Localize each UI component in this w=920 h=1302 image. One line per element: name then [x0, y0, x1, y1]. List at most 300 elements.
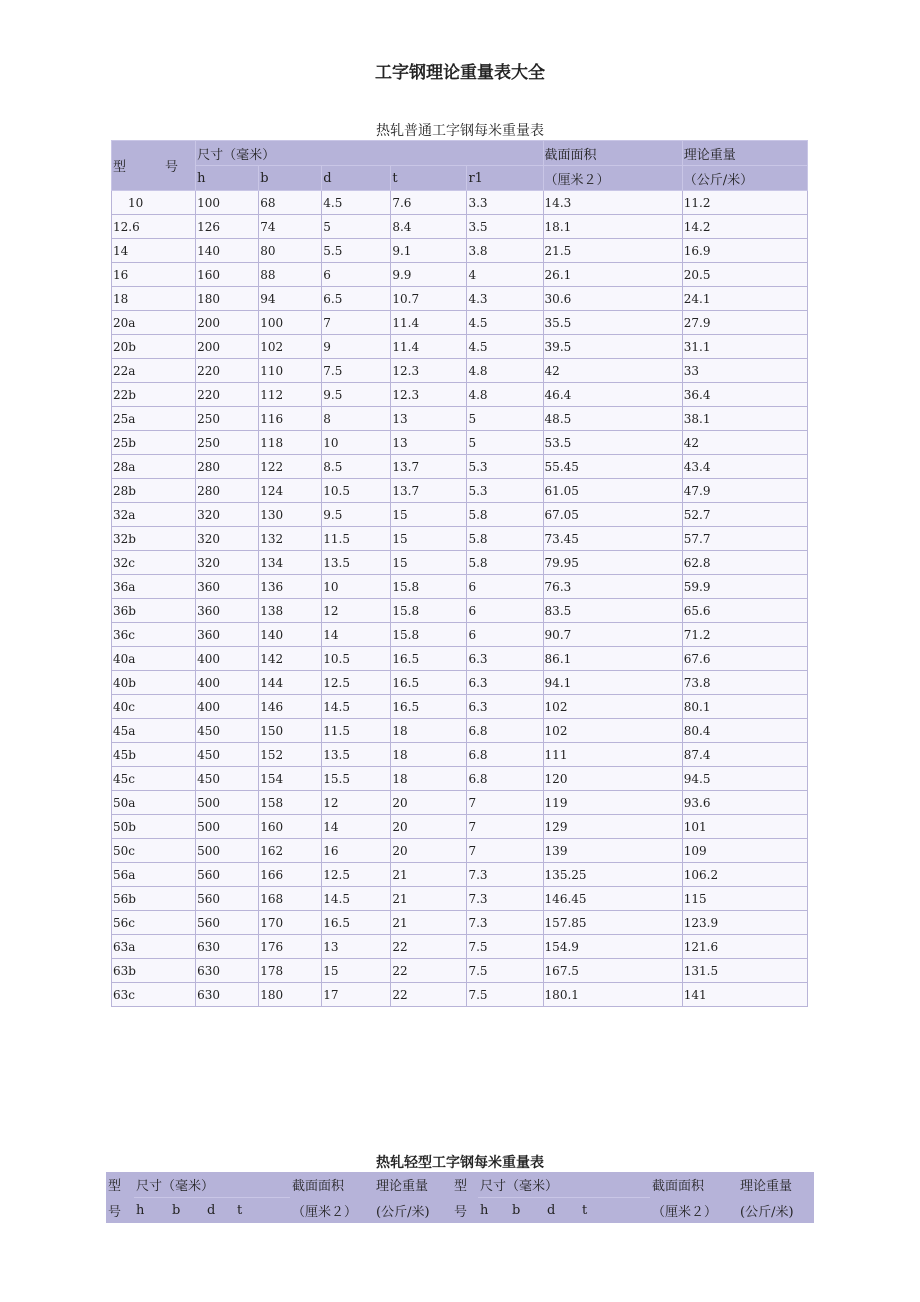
- cell-model: 45a: [112, 719, 196, 743]
- cell-model: 50a: [112, 791, 196, 815]
- cell-d: 16.5: [322, 911, 391, 935]
- cell-t: 22: [391, 935, 467, 959]
- header-d: d: [322, 166, 391, 191]
- header-area-2: 截面面积: [650, 1172, 738, 1198]
- cell-area: 154.9: [543, 935, 682, 959]
- header-size: 尺寸（毫米）: [196, 141, 543, 166]
- cell-weight: 106.2: [682, 863, 807, 887]
- cell-b: 112: [259, 383, 322, 407]
- header-model: 型 号: [112, 141, 196, 191]
- cell-t: 15: [391, 527, 467, 551]
- cell-d: 16: [322, 839, 391, 863]
- cell-d: 8: [322, 407, 391, 431]
- cell-model: 36a: [112, 575, 196, 599]
- header-h: h: [134, 1198, 170, 1224]
- cell-area: 14.3: [543, 191, 682, 215]
- cell-d: 11.5: [322, 719, 391, 743]
- cell-d: 12: [322, 599, 391, 623]
- cell-r1: 5.8: [467, 527, 543, 551]
- cell-d: 12: [322, 791, 391, 815]
- cell-t: 15: [391, 503, 467, 527]
- cell-model: 50c: [112, 839, 196, 863]
- table-row: [112, 383, 808, 407]
- table-row: [112, 239, 808, 263]
- cell-h: 220: [196, 383, 259, 407]
- cell-b: 68: [259, 191, 322, 215]
- cell-d: 9.5: [322, 383, 391, 407]
- cell-d: 10: [322, 431, 391, 455]
- cell-t: 18: [391, 719, 467, 743]
- cell-weight: 47.9: [682, 479, 807, 503]
- cell-weight: 14.2: [682, 215, 807, 239]
- cell-h: 400: [196, 647, 259, 671]
- cell-b: 176: [259, 935, 322, 959]
- cell-weight: 38.1: [682, 407, 807, 431]
- header-model-top: 型: [106, 1172, 134, 1198]
- cell-model: 40c: [112, 695, 196, 719]
- cell-weight: 80.4: [682, 719, 807, 743]
- cell-r1: 4.8: [467, 383, 543, 407]
- cell-t: 15.8: [391, 575, 467, 599]
- cell-t: 8.4: [391, 215, 467, 239]
- header-t: t: [391, 166, 467, 191]
- cell-h: 180: [196, 287, 259, 311]
- cell-model: 12.6: [112, 215, 196, 239]
- cell-weight: 94.5: [682, 767, 807, 791]
- header-model-bottom: 号: [106, 1198, 134, 1224]
- table-row: [112, 335, 808, 359]
- table-row: [112, 959, 808, 983]
- table-row: [112, 743, 808, 767]
- header-weight-unit: （公斤/米）: [682, 166, 807, 191]
- header-size-2: 尺寸（毫米）: [478, 1172, 650, 1198]
- cell-model: 36b: [112, 599, 196, 623]
- cell-model: 63b: [112, 959, 196, 983]
- cell-area: 30.6: [543, 287, 682, 311]
- cell-h: 560: [196, 863, 259, 887]
- cell-weight: 43.4: [682, 455, 807, 479]
- cell-h: 500: [196, 791, 259, 815]
- cell-weight: 65.6: [682, 599, 807, 623]
- cell-b: 142: [259, 647, 322, 671]
- header-t-2: t: [580, 1198, 650, 1224]
- cell-d: 5: [322, 215, 391, 239]
- cell-h: 280: [196, 479, 259, 503]
- cell-weight: 36.4: [682, 383, 807, 407]
- header-t: t: [235, 1198, 290, 1224]
- table-row: [112, 191, 808, 215]
- cell-weight: 93.6: [682, 791, 807, 815]
- cell-model: 22b: [112, 383, 196, 407]
- cell-t: 11.4: [391, 311, 467, 335]
- cell-t: 7.6: [391, 191, 467, 215]
- cell-d: 13: [322, 935, 391, 959]
- cell-d: 12.5: [322, 863, 391, 887]
- cell-r1: 7: [467, 791, 543, 815]
- cell-h: 280: [196, 455, 259, 479]
- table-row: [112, 815, 808, 839]
- cell-model: 10: [112, 191, 196, 215]
- cell-d: 17: [322, 983, 391, 1007]
- cell-h: 126: [196, 215, 259, 239]
- header-area: 截面面积: [290, 1172, 374, 1198]
- cell-b: 162: [259, 839, 322, 863]
- cell-area: 90.7: [543, 623, 682, 647]
- cell-d: 14: [322, 815, 391, 839]
- cell-b: 116: [259, 407, 322, 431]
- cell-b: 110: [259, 359, 322, 383]
- header-weight-2: 理论重量: [738, 1172, 814, 1198]
- cell-r1: 5.3: [467, 455, 543, 479]
- cell-r1: 5.8: [467, 551, 543, 575]
- cell-b: 166: [259, 863, 322, 887]
- cell-t: 22: [391, 983, 467, 1007]
- cell-b: 150: [259, 719, 322, 743]
- header-b: b: [259, 166, 322, 191]
- cell-model: 32a: [112, 503, 196, 527]
- cell-b: 122: [259, 455, 322, 479]
- table-row: [112, 887, 808, 911]
- cell-area: 111: [543, 743, 682, 767]
- cell-b: 146: [259, 695, 322, 719]
- cell-area: 79.95: [543, 551, 682, 575]
- table-row: [112, 551, 808, 575]
- cell-b: 138: [259, 599, 322, 623]
- table-row: [112, 503, 808, 527]
- header-b-2: b: [510, 1198, 545, 1224]
- cell-r1: 7.5: [467, 935, 543, 959]
- cell-h: 560: [196, 887, 259, 911]
- cell-h: 630: [196, 983, 259, 1007]
- cell-r1: 5.8: [467, 503, 543, 527]
- cell-r1: 7.3: [467, 911, 543, 935]
- cell-d: 11.5: [322, 527, 391, 551]
- cell-h: 200: [196, 335, 259, 359]
- cell-model: 40b: [112, 671, 196, 695]
- cell-model: 40a: [112, 647, 196, 671]
- cell-weight: 131.5: [682, 959, 807, 983]
- cell-t: 21: [391, 887, 467, 911]
- cell-h: 450: [196, 719, 259, 743]
- cell-area: 120: [543, 767, 682, 791]
- header-area-unit: （厘米２）: [543, 166, 682, 191]
- cell-r1: 4.8: [467, 359, 543, 383]
- table-row: [112, 431, 808, 455]
- cell-area: 39.5: [543, 335, 682, 359]
- table-row: [112, 719, 808, 743]
- cell-b: 134: [259, 551, 322, 575]
- cell-b: 170: [259, 911, 322, 935]
- cell-r1: 7.5: [467, 959, 543, 983]
- cell-t: 9.1: [391, 239, 467, 263]
- cell-weight: 123.9: [682, 911, 807, 935]
- cell-t: 12.3: [391, 359, 467, 383]
- cell-r1: 7: [467, 815, 543, 839]
- cell-weight: 33: [682, 359, 807, 383]
- cell-b: 80: [259, 239, 322, 263]
- cell-t: 15.8: [391, 623, 467, 647]
- cell-d: 15: [322, 959, 391, 983]
- table-row: [112, 311, 808, 335]
- header-weight-unit: (公斤/米): [374, 1198, 452, 1224]
- table-row: [112, 287, 808, 311]
- cell-r1: 6.8: [467, 743, 543, 767]
- cell-area: 83.5: [543, 599, 682, 623]
- cell-h: 220: [196, 359, 259, 383]
- cell-t: 20: [391, 791, 467, 815]
- cell-model: 63a: [112, 935, 196, 959]
- cell-r1: 7.3: [467, 863, 543, 887]
- cell-b: 124: [259, 479, 322, 503]
- cell-area: 21.5: [543, 239, 682, 263]
- cell-model: 28b: [112, 479, 196, 503]
- table-row: [112, 359, 808, 383]
- cell-d: 5.5: [322, 239, 391, 263]
- cell-model: 25a: [112, 407, 196, 431]
- table-row: [112, 623, 808, 647]
- table-row: [112, 911, 808, 935]
- cell-model: 32b: [112, 527, 196, 551]
- cell-weight: 59.9: [682, 575, 807, 599]
- table-row: [112, 407, 808, 431]
- cell-b: 94: [259, 287, 322, 311]
- cell-h: 450: [196, 767, 259, 791]
- table-row: [112, 263, 808, 287]
- cell-model: 14: [112, 239, 196, 263]
- standard-i-beam-table: [111, 140, 808, 1007]
- cell-r1: 5.3: [467, 479, 543, 503]
- cell-t: 10.7: [391, 287, 467, 311]
- cell-b: 132: [259, 527, 322, 551]
- cell-model: 56c: [112, 911, 196, 935]
- table-row: [112, 479, 808, 503]
- cell-weight: 80.1: [682, 695, 807, 719]
- cell-h: 140: [196, 239, 259, 263]
- cell-weight: 109: [682, 839, 807, 863]
- cell-area: 102: [543, 719, 682, 743]
- cell-area: 42: [543, 359, 682, 383]
- cell-b: 152: [259, 743, 322, 767]
- cell-weight: 121.6: [682, 935, 807, 959]
- cell-model: 28a: [112, 455, 196, 479]
- cell-h: 630: [196, 959, 259, 983]
- cell-t: 15: [391, 551, 467, 575]
- cell-r1: 3.8: [467, 239, 543, 263]
- cell-area: 67.05: [543, 503, 682, 527]
- cell-t: 16.5: [391, 671, 467, 695]
- cell-r1: 6.3: [467, 671, 543, 695]
- cell-b: 130: [259, 503, 322, 527]
- cell-r1: 6.8: [467, 719, 543, 743]
- cell-model: 45b: [112, 743, 196, 767]
- cell-d: 13.5: [322, 743, 391, 767]
- header-weight-unit-2: (公斤/米): [738, 1198, 814, 1224]
- cell-model: 50b: [112, 815, 196, 839]
- cell-d: 6.5: [322, 287, 391, 311]
- cell-model: 22a: [112, 359, 196, 383]
- table-row: [112, 863, 808, 887]
- cell-d: 14: [322, 623, 391, 647]
- table-row: [112, 695, 808, 719]
- cell-t: 18: [391, 767, 467, 791]
- cell-r1: 6.8: [467, 767, 543, 791]
- cell-model: 56a: [112, 863, 196, 887]
- cell-model: 18: [112, 287, 196, 311]
- cell-h: 320: [196, 503, 259, 527]
- cell-h: 250: [196, 431, 259, 455]
- cell-weight: 16.9: [682, 239, 807, 263]
- cell-model: 45c: [112, 767, 196, 791]
- cell-weight: 115: [682, 887, 807, 911]
- cell-area: 18.1: [543, 215, 682, 239]
- cell-b: 102: [259, 335, 322, 359]
- table-row: [112, 839, 808, 863]
- cell-r1: 4: [467, 263, 543, 287]
- cell-b: 100: [259, 311, 322, 335]
- table-row: [112, 983, 808, 1007]
- cell-area: 46.4: [543, 383, 682, 407]
- cell-b: 74: [259, 215, 322, 239]
- cell-area: 86.1: [543, 647, 682, 671]
- cell-h: 500: [196, 839, 259, 863]
- header-weight: 理论重量: [682, 141, 807, 166]
- cell-h: 320: [196, 527, 259, 551]
- header-b: b: [170, 1198, 205, 1224]
- table-row: [112, 767, 808, 791]
- cell-weight: 67.6: [682, 647, 807, 671]
- cell-weight: 11.2: [682, 191, 807, 215]
- cell-h: 500: [196, 815, 259, 839]
- table2-caption: 热轧轻型工字钢每米重量表: [376, 1155, 544, 1171]
- table1-caption: 热轧普通工字钢每米重量表: [376, 123, 544, 139]
- cell-t: 22: [391, 959, 467, 983]
- cell-d: 7.5: [322, 359, 391, 383]
- cell-d: 9.5: [322, 503, 391, 527]
- cell-d: 14.5: [322, 887, 391, 911]
- table-row: [112, 527, 808, 551]
- cell-area: 61.05: [543, 479, 682, 503]
- cell-d: 10: [322, 575, 391, 599]
- cell-t: 21: [391, 911, 467, 935]
- cell-weight: 71.2: [682, 623, 807, 647]
- cell-d: 14.5: [322, 695, 391, 719]
- header-area: 截面面积: [543, 141, 682, 166]
- header-model-bottom-2: 号: [452, 1198, 478, 1224]
- cell-b: 88: [259, 263, 322, 287]
- cell-area: 119: [543, 791, 682, 815]
- cell-d: 6: [322, 263, 391, 287]
- table-row: [112, 215, 808, 239]
- cell-weight: 57.7: [682, 527, 807, 551]
- cell-t: 13: [391, 407, 467, 431]
- table-row: [112, 575, 808, 599]
- cell-d: 15.5: [322, 767, 391, 791]
- cell-t: 13.7: [391, 479, 467, 503]
- cell-r1: 4.5: [467, 335, 543, 359]
- cell-area: 102: [543, 695, 682, 719]
- cell-area: 94.1: [543, 671, 682, 695]
- cell-t: 21: [391, 863, 467, 887]
- cell-r1: 4.3: [467, 287, 543, 311]
- cell-model: 36c: [112, 623, 196, 647]
- cell-area: 55.45: [543, 455, 682, 479]
- cell-b: 168: [259, 887, 322, 911]
- cell-r1: 6.3: [467, 647, 543, 671]
- cell-model: 25b: [112, 431, 196, 455]
- cell-model: 32c: [112, 551, 196, 575]
- table-row: [112, 599, 808, 623]
- cell-d: 8.5: [322, 455, 391, 479]
- cell-model: 56b: [112, 887, 196, 911]
- cell-b: 140: [259, 623, 322, 647]
- cell-r1: 5: [467, 431, 543, 455]
- header-d-2: d: [545, 1198, 580, 1224]
- cell-t: 9.9: [391, 263, 467, 287]
- cell-h: 400: [196, 671, 259, 695]
- cell-weight: 87.4: [682, 743, 807, 767]
- cell-r1: 7.5: [467, 983, 543, 1007]
- cell-model: 63c: [112, 983, 196, 1007]
- cell-d: 9: [322, 335, 391, 359]
- header-area-unit: （厘米２）: [290, 1198, 374, 1224]
- cell-b: 160: [259, 815, 322, 839]
- cell-h: 360: [196, 623, 259, 647]
- cell-t: 13: [391, 431, 467, 455]
- cell-d: 13.5: [322, 551, 391, 575]
- table-row: [112, 791, 808, 815]
- table-row: [112, 935, 808, 959]
- cell-area: 139: [543, 839, 682, 863]
- header-d: d: [205, 1198, 235, 1224]
- cell-b: 180: [259, 983, 322, 1007]
- cell-h: 100: [196, 191, 259, 215]
- cell-d: 10.5: [322, 647, 391, 671]
- light-i-beam-table: [106, 1172, 814, 1223]
- header-area-unit-2: （厘米２）: [650, 1198, 738, 1224]
- cell-area: 73.45: [543, 527, 682, 551]
- cell-h: 400: [196, 695, 259, 719]
- header-h: h: [196, 166, 259, 191]
- cell-b: 158: [259, 791, 322, 815]
- cell-model: 16: [112, 263, 196, 287]
- cell-t: 11.4: [391, 335, 467, 359]
- cell-h: 450: [196, 743, 259, 767]
- cell-h: 200: [196, 311, 259, 335]
- cell-weight: 52.7: [682, 503, 807, 527]
- cell-t: 18: [391, 743, 467, 767]
- cell-weight: 20.5: [682, 263, 807, 287]
- cell-h: 560: [196, 911, 259, 935]
- cell-t: 16.5: [391, 695, 467, 719]
- cell-weight: 42: [682, 431, 807, 455]
- cell-t: 15.8: [391, 599, 467, 623]
- cell-area: 135.25: [543, 863, 682, 887]
- cell-r1: 7.3: [467, 887, 543, 911]
- cell-area: 167.5: [543, 959, 682, 983]
- cell-d: 10.5: [322, 479, 391, 503]
- cell-r1: 6: [467, 599, 543, 623]
- cell-area: 146.45: [543, 887, 682, 911]
- cell-weight: 101: [682, 815, 807, 839]
- cell-b: 178: [259, 959, 322, 983]
- cell-area: 53.5: [543, 431, 682, 455]
- cell-h: 320: [196, 551, 259, 575]
- cell-t: 20: [391, 839, 467, 863]
- table-row: [112, 455, 808, 479]
- cell-t: 20: [391, 815, 467, 839]
- cell-d: 12.5: [322, 671, 391, 695]
- cell-b: 144: [259, 671, 322, 695]
